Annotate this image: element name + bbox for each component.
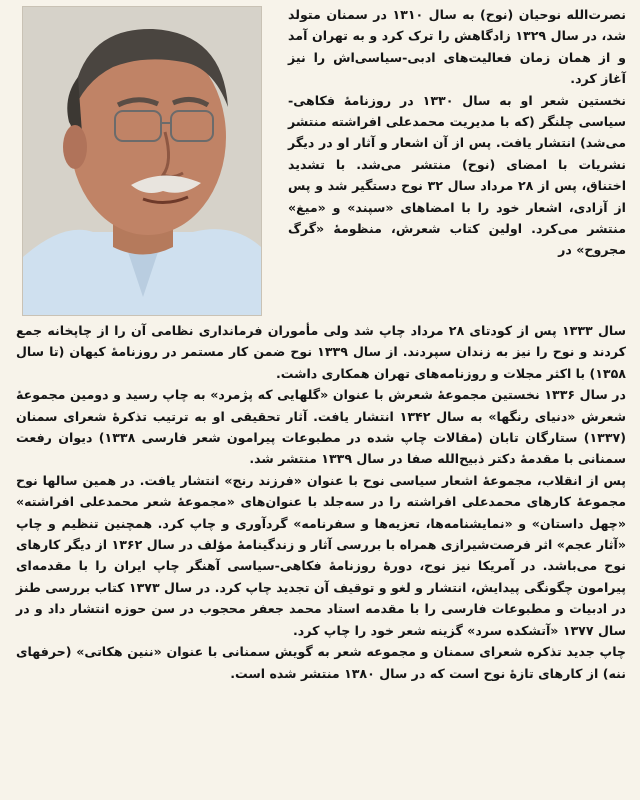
article-text-bottom bbox=[16, 320, 626, 684]
paragraph: سال ۱۳۳۳ پس از کودتای ۲۸ مرداد چاپ شد ولی مأموران فرمانداری نظامی آن را از چاپخانه جمع کردند و نوح را نیز به زندان سپردند. از سال ۱۳۳۹ نوح ضمن کار مستمر در روزنامهٔ کیهان (تا سال ۱۳۵۸) با اکثر مجلات و روزنامه‌های تهران همکاری داشت. bbox=[16, 323, 627, 381]
article-text-top bbox=[288, 4, 626, 261]
paragraph: در سال ۱۳۳۶ نخستین مجموعهٔ شعرش با عنوان «گلهایی که پژمرد» به چاپ رسید و دومین مجموعهٔ شعرش «دنیای رنگها» به سال ۱۳۴۲ انتشار یافت. آثار تحقیقی او به ترتیب تذکرهٔ شعرای سمنان (۱۳۳۷) ستارگان تابان (مقالات چاپ شده در مطبوعات پیرامون شعر فارسی ۱۳۳۸) دیوان رفعت سمنانی با مقدمهٔ دکتر ذبیح‌الله صفا در سال ۱۳۳۹ منتشر شد. bbox=[16, 387, 626, 467]
paragraph: نخستین شعر او به سال ۱۳۳۰ در روزنامهٔ فکاهی-سیاسی چلنگر (که با مدیریت محمدعلی افراشته منتشر می‌شد) انتشار یافت. پس از آن اشعار و آثار او در دیگر نشریات با امضای (نوح) منتشر می‌شد. با تشدید اختناق، پس از ۲۸ مرداد سال ۳۲ نوح دستگیر شد و پس از آزادی، اشعار خود را با امضاهای «سپند» و «میغ» منتشر می‌کرد. اولین کتاب شعرش، منظومهٔ «گرگ مجروح» در bbox=[288, 92, 627, 258]
paragraph: نصرت‌الله نوحیان (نوح) به سال ۱۳۱۰ در سمنان متولد شد، در سال ۱۳۲۹ زادگاهش را ترک کرد و به تهران آمد و از همان زمان فعالیت‌های ادبی-سیاسی‌اش را نیز آغاز کرد. bbox=[288, 7, 627, 87]
paragraph: پس از انقلاب، مجموعهٔ اشعار سیاسی نوح با عنوان «فرزند رنج» انتشار یافت. در همین سالها نوح مجموعهٔ کارهای محمدعلی افراشته را در سه‌جلد با عنوان‌های «مجموعهٔ شعر محمدعلی افراشته» «چهل داستان» و «نمایشنامه‌ها، تعزیه‌ها و سفرنامه» گردآوری و چاپ کرد. همچنین تنظیم و چاپ «آثار عجم» اثر فرصت‌شیرازی همراه با بررسی آثار و زندگینامهٔ مؤلف در سال ۱۳۶۲ از دیگر کارهای نوح می‌باشد. در آمریکا نیز نوح، دورهٔ روزنامهٔ فکاهی-سیاسی آهنگر چاپ ایران را با مقدمه‌ای پیرامون چگونگی پیدایش، انتشار و لغو و توقیف آن تجدید چاپ کرد. در سال ۱۳۷۳ کتاب بررسی طنز در ادبیات و مطبوعات فارسی را با مقدمه استاد محمد جعفر محجوب در سن حوزه انتشار داد و در سال ۱۳۷۷ «آتشکده سرد» گزینه شعر خود را چاپ کرد. bbox=[16, 472, 627, 638]
paragraph: چاپ جدید تذکره شعرای سمنان و مجموعه شعر به گویش سمنانی با عنوان «ننین هکاتی» (حرفهای ننه) از کارهای تازهٔ نوح است که در سال ۱۳۸۰ منتشر شده است. bbox=[16, 644, 626, 681]
author-photo bbox=[22, 6, 262, 316]
portrait-image bbox=[23, 7, 261, 315]
